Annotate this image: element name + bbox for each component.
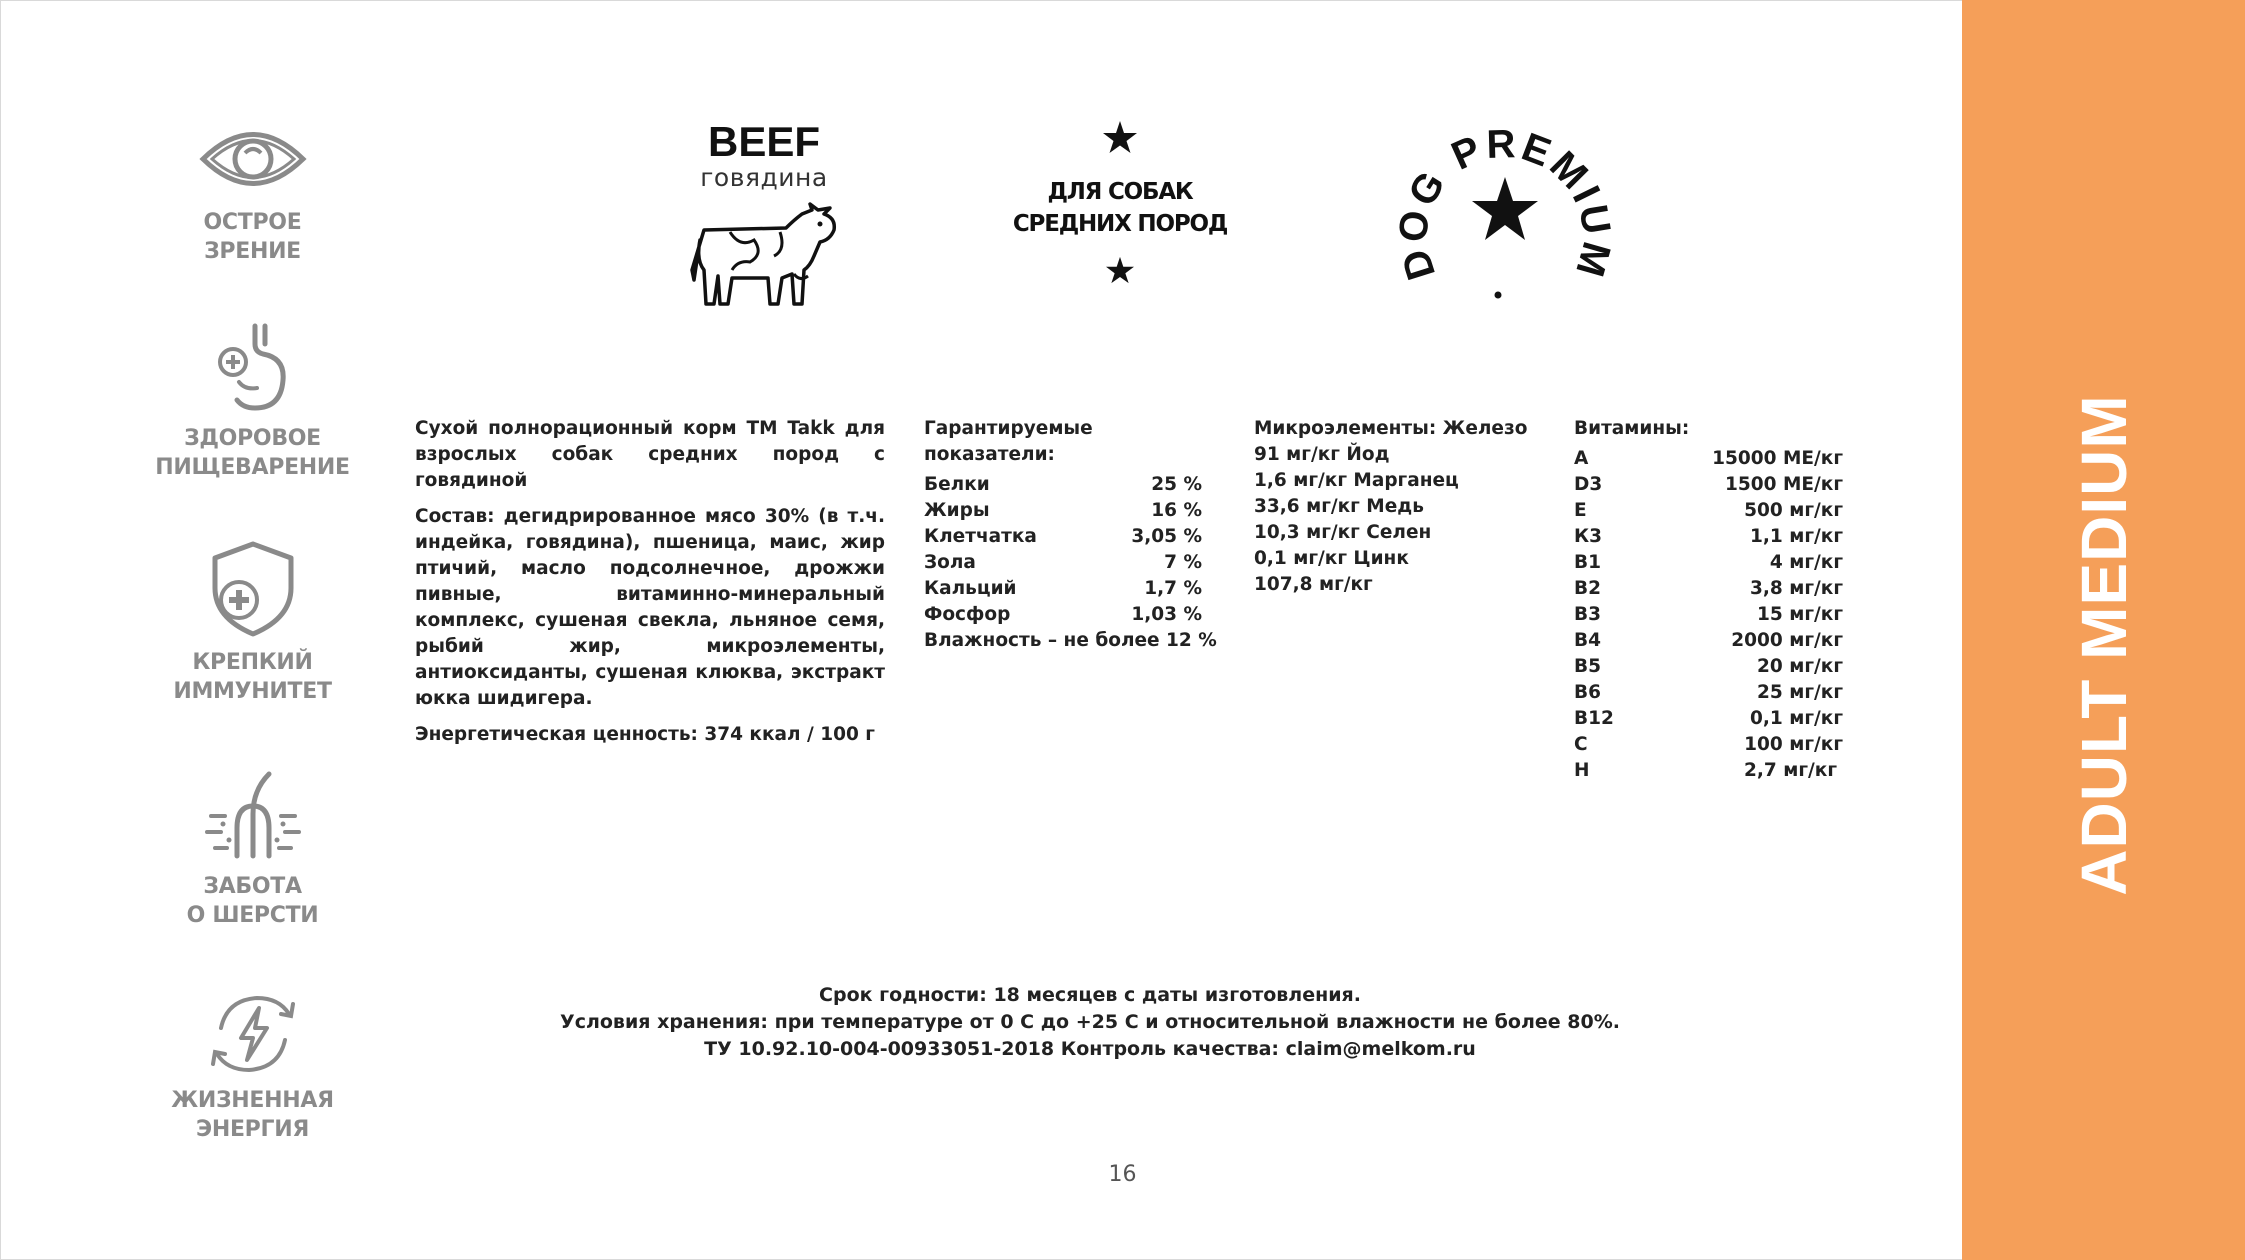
storage-info (420, 982, 1760, 1063)
benefit-vision (150, 120, 355, 266)
table-row (1574, 758, 1859, 784)
table-row (924, 602, 1224, 628)
product-line-label: ADULT MEDIUM (2067, 394, 2140, 896)
benefit-immunity (150, 540, 355, 706)
row-value: 3,8 мг/кг (1750, 578, 1843, 599)
row-name: В4 (1574, 630, 1601, 651)
row-name: D3 (1574, 474, 1603, 495)
description-composition: Состав: дегидрированное мясо 30% (в т.ч. индейка, говядина), пшеница, маис, жир птичий, масло подсолнечное, дрожжи пивные, витаминно-минеральный комплекс, сушеная свекла, льняное семя, рыбий жир, микроэлементы, антиоксиданты, сушеная клюква, экстракт юкка шидигера. (415, 506, 885, 709)
row-value: 2,7 мг/кг (1744, 760, 1837, 781)
row-value: 20 мг/кг (1757, 656, 1843, 677)
energy-icon (207, 992, 299, 1076)
row-name: Белки (924, 474, 990, 495)
row-name: Зола (924, 552, 976, 573)
row-value: 0,1 мг/кг (1750, 708, 1843, 729)
row-value: 16 % (1151, 500, 1202, 521)
table-row (1574, 446, 1859, 472)
table-row (1574, 680, 1859, 706)
flavor-title (700, 120, 828, 192)
description-column (415, 416, 885, 758)
row-value: 1,03 % (1131, 604, 1202, 625)
table-row (924, 472, 1224, 498)
micro-line: 33,6 мг/кг Медь (1254, 496, 1424, 517)
table-row (924, 550, 1224, 576)
shield-icon (205, 540, 301, 638)
moisture-row: Влажность – не более 12 % (924, 630, 1217, 651)
row-value: 2000 мг/кг (1731, 630, 1843, 651)
row-name: Кальций (924, 578, 1017, 599)
row-value: 100 мг/кг (1744, 734, 1843, 755)
table-row (1574, 524, 1859, 550)
row-value: 4 мг/кг (1769, 552, 1843, 573)
benefit-energy (150, 992, 355, 1144)
breed-block (985, 120, 1255, 288)
micro-line: 10,3 мг/кг Селен (1254, 522, 1432, 543)
row-name: С (1574, 734, 1588, 755)
table-row (1574, 654, 1859, 680)
row-name: E (1574, 500, 1587, 521)
stomach-icon (203, 322, 303, 414)
benefit-line: ОСТРОЕ (203, 210, 302, 235)
flavor-en: BEEF (707, 118, 820, 165)
row-value: 15 мг/кг (1757, 604, 1843, 625)
guaranteed-column (924, 416, 1224, 654)
micro-line: 107,8 мг/кг (1254, 574, 1373, 595)
cow-icon (690, 200, 840, 310)
benefit-line: ЗРЕНИЕ (204, 239, 301, 264)
benefit-line: ЗДОРОВОЕ (184, 426, 321, 451)
row-name: A (1574, 448, 1589, 469)
row-name: Жиры (924, 500, 990, 521)
row-name: К3 (1574, 526, 1602, 547)
row-value: 3,05 % (1131, 526, 1202, 547)
benefit-line: ЖИЗНЕННАЯ (171, 1088, 334, 1113)
row-value: 1,1 мг/кг (1750, 526, 1843, 547)
micro-line: 1,6 мг/кг Марганец (1254, 470, 1459, 491)
row-value: 7 % (1164, 552, 1202, 573)
star-icon (1105, 256, 1135, 284)
row-value: 25 % (1151, 474, 1202, 495)
table-row (1574, 706, 1859, 732)
breed-line: ДЛЯ СОБАК (1047, 179, 1193, 205)
benefit-line: ИММУНИТЕТ (173, 679, 332, 704)
benefit-digestion (150, 322, 355, 482)
premium-badge (1390, 100, 1620, 320)
benefit-line: ЗАБОТА (203, 874, 302, 899)
star-icon (1472, 177, 1538, 240)
row-value: 1500 МЕ/кг (1725, 474, 1843, 495)
row-name: В2 (1574, 578, 1601, 599)
description-intro: Сухой полнорационный корм ТМ Takk для взрослых собак средних пород с говядиной (415, 418, 885, 491)
footer-line: ТУ 10.92.10-004-00933051-2018 Контроль качества: claim@melkom.ru (704, 1038, 1476, 1060)
micro-column (1254, 416, 1554, 598)
benefit-line: КРЕПКИЙ (192, 650, 313, 675)
micro-line: Микроэлементы: Железо 91 мг/кг Йод (1254, 418, 1528, 465)
eye-icon (198, 120, 308, 198)
breed-line: СРЕДНИХ ПОРОД (1012, 211, 1228, 237)
table-row (1574, 498, 1859, 524)
flavor-ru: говядина (700, 163, 828, 192)
footer-line: Срок годности: 18 месяцев с даты изготовления. (819, 984, 1361, 1006)
guaranteed-title: Гарантируемые показатели: (924, 418, 1093, 465)
table-row (1574, 602, 1859, 628)
side-band (1962, 0, 2245, 1260)
badge-dot (1495, 292, 1502, 299)
row-name: В1 (1574, 552, 1601, 573)
table-row (1574, 732, 1859, 758)
row-name: Фосфор (924, 604, 1011, 625)
star-icon (1102, 120, 1138, 154)
row-name: В12 (1574, 708, 1614, 729)
benefit-line: ПИЩЕВАРЕНИЕ (155, 455, 350, 480)
table-row (1574, 472, 1859, 498)
row-name: Клетчатка (924, 526, 1037, 547)
micro-line: 0,1 мг/кг Цинк (1254, 548, 1409, 569)
description-energy: Энергетическая ценность: 374 ккал / 100 г (415, 724, 875, 745)
table-row (924, 524, 1224, 550)
row-name: Н (1574, 760, 1590, 781)
row-name: В3 (1574, 604, 1601, 625)
row-value: 1,7 % (1144, 578, 1202, 599)
row-name: В6 (1574, 682, 1601, 703)
table-row (1574, 628, 1859, 654)
page-number: 16 (1108, 1162, 1137, 1187)
premium-badge-text: DOG PREMIUM (1390, 122, 1620, 285)
row-value: 25 мг/кг (1757, 682, 1843, 703)
benefit-line: О ШЕРСТИ (186, 903, 319, 928)
vitamins-column (1574, 416, 1859, 784)
footer-line: Условия хранения: при температуре от 0 С до +25 С и относительной влажности не более 80%. (560, 1011, 1620, 1033)
benefit-line: ЭНЕРГИЯ (196, 1117, 309, 1142)
row-value: 500 мг/кг (1744, 500, 1843, 521)
hair-icon (203, 770, 303, 862)
table-row (924, 498, 1224, 524)
vitamins-title: Витамины: (1574, 418, 1690, 439)
table-row (1574, 550, 1859, 576)
table-row (924, 576, 1224, 602)
row-name: В5 (1574, 656, 1601, 677)
row-value: 15000 МЕ/кг (1712, 448, 1843, 469)
table-row (1574, 576, 1859, 602)
benefit-coat (150, 770, 355, 930)
